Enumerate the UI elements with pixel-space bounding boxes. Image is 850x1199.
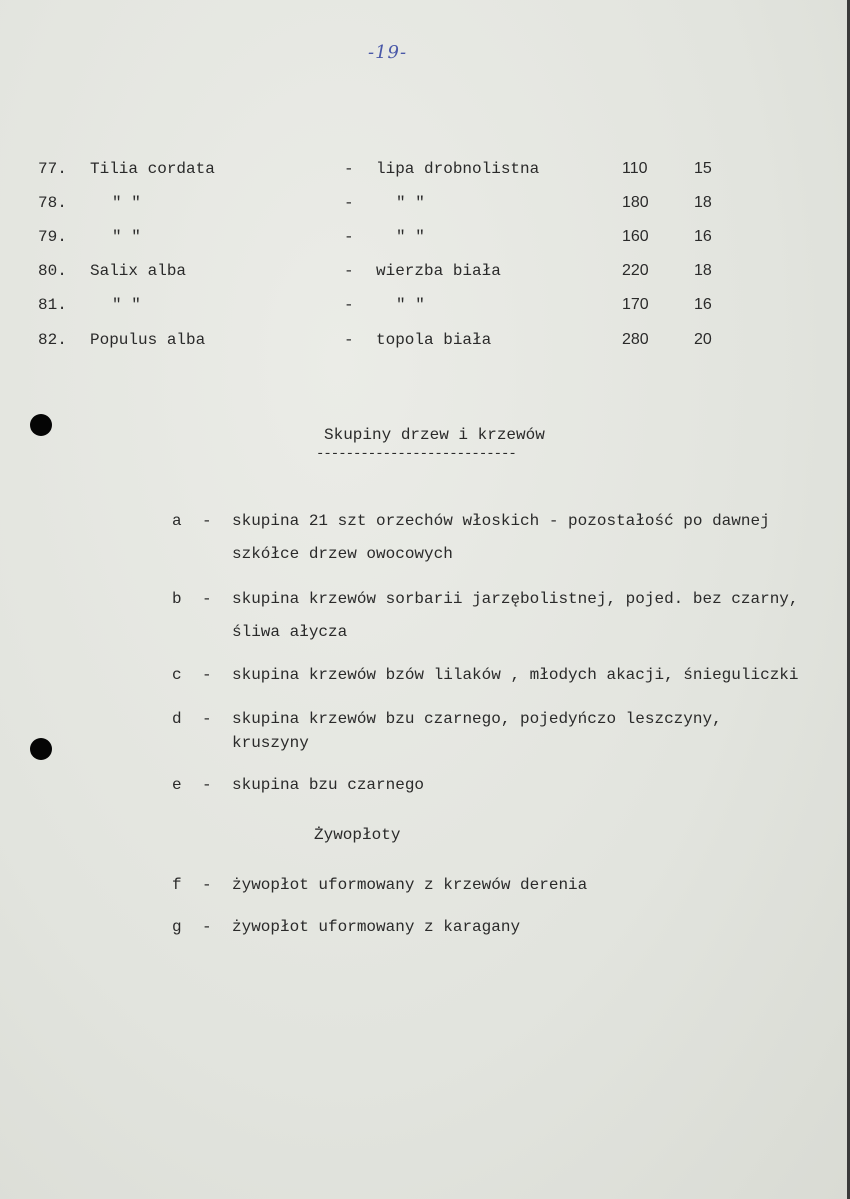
item-dash: - xyxy=(202,710,212,728)
value-circumference: 110 xyxy=(622,160,648,177)
item-text-continued: kruszyny xyxy=(232,734,309,752)
item-letter: e xyxy=(172,776,182,794)
item-text: skupina 21 szt orzechów włoskich - pozostałość po dawnej xyxy=(232,512,770,530)
item-dash: - xyxy=(202,776,212,794)
item-letter: b xyxy=(172,590,182,608)
latin-name: Tilia cordata xyxy=(90,160,215,178)
value-circumference: 180 xyxy=(622,194,649,211)
latin-name: " " xyxy=(112,228,141,246)
latin-name: " " xyxy=(112,296,141,314)
row-dash: - xyxy=(344,160,354,178)
latin-name: Salix alba xyxy=(90,262,187,280)
polish-name: topola biała xyxy=(376,331,492,349)
value-height: 20 xyxy=(694,331,712,348)
item-dash: - xyxy=(202,876,212,894)
item-letter: f xyxy=(172,876,182,894)
punch-hole xyxy=(30,738,52,760)
polish-name: lipa drobnolistna xyxy=(376,160,540,178)
latin-name: " " xyxy=(112,194,141,212)
row-dash: - xyxy=(344,262,354,280)
row-dash: - xyxy=(344,296,354,314)
value-height: 16 xyxy=(694,296,712,313)
page-number: -19- xyxy=(368,42,408,63)
item-text-continued: szkółce drzew owocowych xyxy=(232,545,453,563)
item-text: skupina krzewów bzu czarnego, pojedyńczo leszczyny, xyxy=(232,710,722,728)
table-row xyxy=(0,160,850,180)
section-heading: Skupiny drzew i krzewów xyxy=(324,426,545,444)
value-circumference: 220 xyxy=(622,262,649,279)
row-number: 80. xyxy=(38,262,67,280)
value-circumference: 280 xyxy=(622,331,649,348)
polish-name: " " xyxy=(396,194,425,212)
row-number: 82. xyxy=(38,331,67,349)
item-letter: a xyxy=(172,512,182,530)
table-row xyxy=(0,194,850,214)
row-number: 77. xyxy=(38,160,67,178)
item-text: skupina bzu czarnego xyxy=(232,776,425,794)
item-letter: c xyxy=(172,666,182,684)
value-height: 18 xyxy=(694,262,712,279)
punch-hole xyxy=(30,414,52,436)
polish-name: wierzba biała xyxy=(376,262,501,280)
row-number: 81. xyxy=(38,296,67,314)
item-dash: - xyxy=(202,666,212,684)
item-letter: d xyxy=(172,710,182,728)
latin-name: Populus alba xyxy=(90,331,206,349)
value-height: 16 xyxy=(694,228,712,245)
table-row xyxy=(0,262,850,282)
item-text: skupina krzewów sorbarii jarzębolistnej, pojed. bez czarny, xyxy=(232,590,799,608)
polish-name: " " xyxy=(396,296,425,314)
table-row xyxy=(0,228,850,248)
item-dash: - xyxy=(202,590,212,608)
heading-underline: --------------------------- xyxy=(316,446,516,462)
item-text: skupina krzewów bzów lilaków , młodych akacji, śnieguliczki xyxy=(232,666,799,684)
polish-name: " " xyxy=(396,228,425,246)
value-height: 18 xyxy=(694,194,712,211)
value-circumference: 160 xyxy=(622,228,649,245)
item-text: żywopłot uformowany z krzewów derenia xyxy=(232,876,588,894)
row-dash: - xyxy=(344,228,354,246)
item-text: żywopłot uformowany z karagany xyxy=(232,918,521,936)
item-letter: g xyxy=(172,918,182,936)
item-text-continued: śliwa ałycza xyxy=(232,623,348,641)
hedges-heading: Żywopłoty xyxy=(314,826,401,844)
row-dash: - xyxy=(344,331,354,349)
item-dash: - xyxy=(202,512,212,530)
row-dash: - xyxy=(344,194,354,212)
row-number: 79. xyxy=(38,228,67,246)
row-number: 78. xyxy=(38,194,67,212)
item-dash: - xyxy=(202,918,212,936)
table-row xyxy=(0,296,850,316)
value-circumference: 170 xyxy=(622,296,649,313)
value-height: 15 xyxy=(694,160,712,177)
table-row xyxy=(0,331,850,351)
